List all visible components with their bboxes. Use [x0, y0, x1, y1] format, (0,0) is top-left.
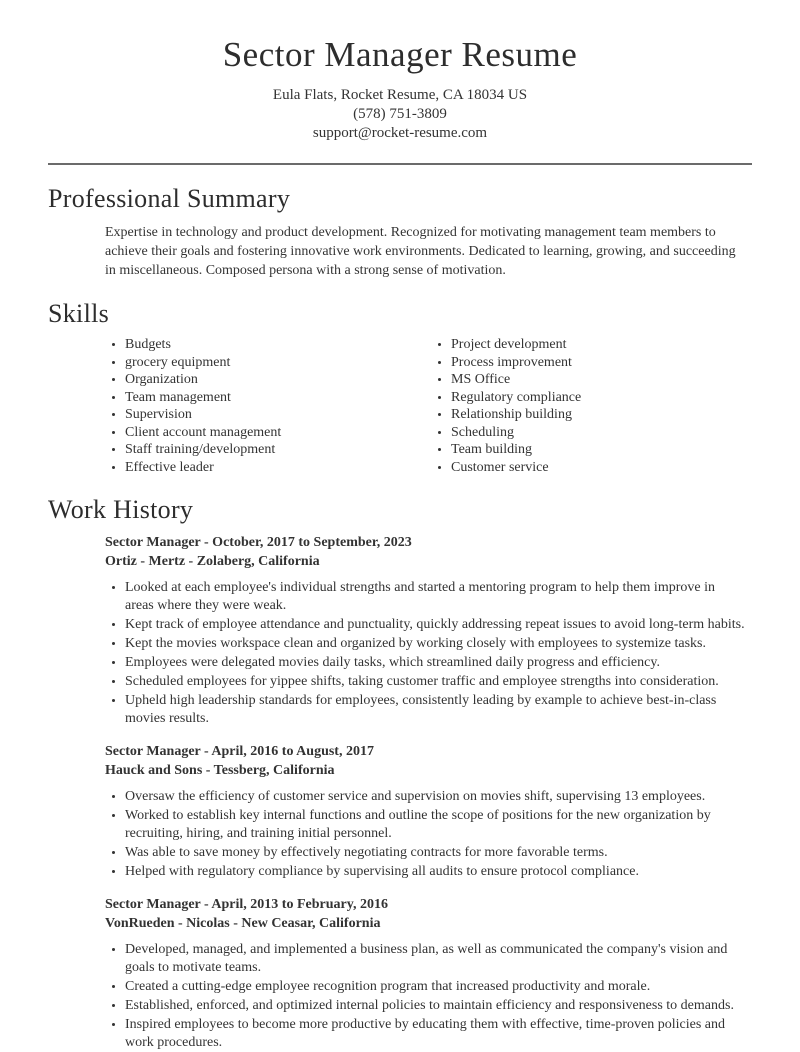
- skill-item: • Team building: [451, 441, 752, 459]
- skills-column-right: [431, 336, 752, 476]
- job-bullet: • Was able to save money by effectively negotiating contracts for more favorable terms.: [125, 844, 746, 862]
- skills-columns: [105, 336, 752, 476]
- heading-work-history: Work History: [48, 495, 194, 524]
- skill-item: • Effective leader: [125, 459, 431, 477]
- skill-item: • Scheduling: [451, 424, 752, 442]
- contact-block: [48, 86, 752, 143]
- heading-professional-summary: Professional Summary: [48, 184, 291, 213]
- contact-email: support@rocket-resume.com: [312, 125, 488, 141]
- job-bullet: • Created a cutting-edge employee recognition program that increased productivity and morale.: [125, 978, 746, 996]
- skill-item: • Relationship building: [451, 406, 752, 424]
- job-bullet: • Employees were delegated movies daily tasks, which streamlined daily progress and efficiency.: [125, 654, 746, 672]
- summary-text: Expertise in technology and product development. Recognized for motivating management team members to achieve their goals and fostering innovative work environments. Dedicated to learning, growing, and succeeding in miscellaneous. Composed persona with a strong sense of motivation.: [105, 225, 736, 278]
- job-header: [105, 742, 752, 780]
- job-bullet: • Kept the movies workspace clean and organized by working closely with employees to systemize tasks.: [125, 635, 746, 653]
- job-company-line: Hauck and Sons - Tessberg, California: [105, 763, 335, 778]
- job-bullet: • Helped with regulatory compliance by supervising all audits to ensure protocol compliance.: [125, 863, 746, 881]
- job-header: [105, 533, 752, 571]
- job-bullet-list: [105, 788, 746, 881]
- job-header: [105, 895, 752, 933]
- heading-skills: Skills: [48, 299, 110, 328]
- job-entry: [48, 742, 752, 881]
- job-title-line: Sector Manager - April, 2016 to August, 2017: [105, 744, 374, 759]
- job-bullet: • Established, enforced, and optimized internal policies to maintain efficiency and responsiveness to demands.: [125, 997, 746, 1015]
- header-divider: [48, 163, 752, 165]
- job-bullet: • Developed, managed, and implemented a business plan, as well as communicated the company's vision and goals to motivate teams.: [125, 941, 746, 977]
- skill-item: • Client account management: [125, 424, 431, 442]
- skill-item: • grocery equipment: [125, 354, 431, 372]
- job-bullet: • Oversaw the efficiency of customer service and supervision on movies shift, supervising 13 employees.: [125, 788, 746, 806]
- job-bullet: • Upheld high leadership standards for employees, consistently leading by example to achieve best-in-class movies results.: [125, 692, 746, 728]
- skill-item: • Organization: [125, 371, 431, 389]
- resume-title: Sector Manager Resume: [222, 35, 578, 74]
- section-work-history: [48, 494, 752, 1052]
- skills-column-left: [105, 336, 431, 476]
- job-title-line: Sector Manager - October, 2017 to September, 2023: [105, 535, 412, 550]
- contact-address: Eula Flats, Rocket Resume, CA 18034 US: [272, 87, 528, 103]
- job-bullet: • Worked to establish key internal functions and outline the scope of positions for the new organization by recruiting, hiring, and training initial personnel.: [125, 807, 746, 843]
- section-professional-summary: [48, 183, 752, 280]
- resume-header: [48, 34, 752, 143]
- skill-item: • Supervision: [125, 406, 431, 424]
- job-company-line: Ortiz - Mertz - Zolaberg, California: [105, 554, 320, 569]
- job-list: [48, 533, 752, 1052]
- skill-item: • Regulatory compliance: [451, 389, 752, 407]
- skill-item: • Budgets: [125, 336, 431, 354]
- skill-item: • Team management: [125, 389, 431, 407]
- skill-item: • Customer service: [451, 459, 752, 477]
- job-entry: [48, 895, 752, 1052]
- job-entry: [48, 533, 752, 728]
- job-company-line: VonRueden - Nicolas - New Ceasar, California: [105, 916, 381, 931]
- section-skills: [48, 298, 752, 476]
- skill-item: • Staff training/development: [125, 441, 431, 459]
- job-bullet: • Looked at each employee's individual strengths and started a mentoring program to help them improve in areas where they were weak.: [125, 579, 746, 615]
- job-bullet: • Kept track of employee attendance and punctuality, quickly addressing repeat issues to avoid long-term habits.: [125, 616, 746, 634]
- job-bullet: • Scheduled employees for yippee shifts, taking customer traffic and employee strengths into consideration.: [125, 673, 746, 691]
- contact-phone: (578) 751-3809: [353, 106, 447, 122]
- skill-item: • Project development: [451, 336, 752, 354]
- job-title-line: Sector Manager - April, 2013 to February, 2016: [105, 897, 388, 912]
- skill-item: • Process improvement: [451, 354, 752, 372]
- skill-item: • MS Office: [451, 371, 752, 389]
- job-bullet-list: [105, 579, 746, 728]
- job-bullet: • Inspired employees to become more productive by educating them with effective, time-proven policies and work procedures.: [125, 1016, 746, 1052]
- job-bullet-list: [105, 941, 746, 1052]
